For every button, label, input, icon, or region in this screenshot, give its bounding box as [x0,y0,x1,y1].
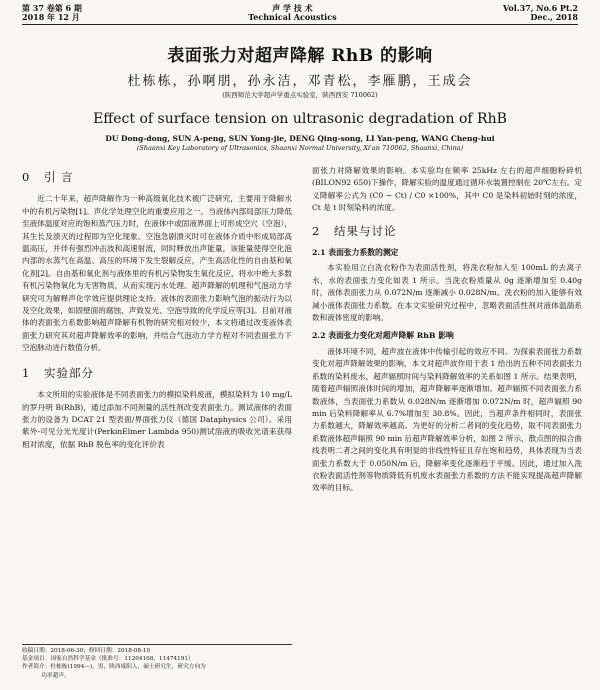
header-volume-en: Vol.37, No.6 Pt.2 [502,3,578,13]
experiment-paragraph: 本文所用的实验液体是不同表面张力的模拟染料废液，模拟染料为 10 mg/L 的罗丹明 B(RhB)，通过添加不同剂量的活性剂改变表面张力。测试液体的表面张力的设备为 DCAT 21 型表面/界面张力仪（德国 Dataphysics 公司）。采用紫外-可见分光光度计(PerkinElmer Lambda 950)测试溶液的吸收光谱来获得相对浓度，依据 RhB 脱色率的变化评价表 [22,390,292,449]
section-2-heading [312,225,582,237]
intro-paragraph: 近二十年来，超声降解作为一种高级氧化技术被广泛研究，主要用于降解水中的有机污染物[1]。声化学处理空化的重要应用之一。当液体内部局部压力降低至液体温度对应的饱和蒸汽压力时，在液体中或固液界面上可形成空穴（空泡），其生长及溃灭的过程即为空化现象。空泡急剧溃灭时可在液体介质中形成局部高温高压，并伴有强烈冲击波和高速射流，同时释放出声能量，该能量使得空化泡内部的水蒸气在高温、高压的环境下发生裂解反应，产生高活化性的自由基和氧化剂[2]。自由基和氧化剂与液体里的有机污染物发生氧化反应，将水中绝大多数有机污染物氧化为无害物质，从而实现污水处理。超声降解的机理和气泡动力学研究可为解释声化学效应提供理论支持。液体的表面张力影响气泡的振动行为以及空化效果，如固壁面的腐蚀、声致发光、空泡导致的化学反应等[3]。目前对液体的表面张力系数影响超声降解有机物的研究相对较少，本文将通过改变液体表面张力研究其对超声降解效率的影响，并结合气泡动力学方程对不同表面张力下空泡脉动进行数值分析。 [22,194,292,353]
subsection-2-2-heading: 2.2 表面张力变化对超声降解 RhB 影响 [312,331,454,341]
header-date-en: Dec., 2018 [530,12,578,22]
header-volume: 第 37 卷第 6 期 [22,3,82,13]
subsection-2-1-heading: 2.1 表面张力系数的测定 [312,248,399,258]
two-column-body [22,165,582,495]
authors-en: DU Dong-dong, SUN A-peng, SUN Yong-jie, DENG Qing-song, LI Yan-peng, WANG Cheng-hui [105,134,495,143]
affiliation-en: (Shaanxi Key Laboratory of Ultrasonics, Shaanxi Normal University, Xi'an 710062, Shaanxi, China) [136,144,464,152]
running-header [22,4,578,22]
section-number: 0 [22,170,31,184]
section-1-heading [22,367,292,379]
title-cn: 表面张力对超声降解 RhB 的影响 [167,46,433,66]
header-journal-en: Technical Acoustics [248,12,337,22]
section-number: 1 [22,365,31,380]
authors-cn: 杜栋栋，孙啊朋，孙永洁，邓青松，李雁鹏，王成会 [127,74,473,89]
footnote-received: 收稿日期：2018-06-30；修回日期：2018-08-10 [22,648,151,654]
footnote-author-cont: 功率超声。 [41,672,70,679]
section-title: 结果与讨论 [334,223,397,238]
method-continued-paragraph: 面张力对降解效果的影响。本实验均在频率 25kHz 左右的超声细胞粉碎机(BILON92 650)下操作，降解实验的温度通过循环水装置控制在 20℃左右。定义降解率公式为 (C0 − Ct) / C0 ×100%，其中 C0 是染料初始时刻的浓度，Ct 是 t 时刻染料的浓度。 [312,166,582,213]
header-journal-cn: 声 学 技 术 [272,3,313,13]
section-title: 引 言 [44,170,74,184]
header-date: 2018 年 12 月 [22,12,80,22]
footnote-author: 作者简介：杜栋栋(1994—)，男，陕西咸阳人，硕士研究生，研究方向为 [22,664,206,671]
title-en: Effect of surface tension on ultrasonic degradation of RhB [93,111,507,127]
section-title: 实验部分 [44,365,94,380]
section-number: 2 [312,223,321,238]
section-0-heading [22,171,292,183]
left-column [22,165,292,495]
right-column [312,165,582,495]
affiliation-cn: (陕西师范大学超声学重点实验室，陕西西安 710062) [222,91,378,99]
header-rule [22,24,578,25]
subsection-2-1-paragraph: 本实验用立白洗衣粉作为表面活性剂，将洗衣粉加入至 100mL 的去离子水，水的表面张力变化如表 1 所示。当洗衣粉质量从 0g 逐渐增加至 0.40g 时，液体表面张力从 0.072N/m 逐渐减小 0.028N/m。洗衣粉的加入能够有效减小液体表面张力系数。在本文实验研究过程中，忽略表面活性剂对液体温湍系数和液体密度的影响。 [312,263,582,323]
footnote-funding: 基金项目：国家自然科学基金（批准号：11204168、11474191） [22,656,194,663]
footnotes [22,644,292,680]
subsection-2-2-paragraph: 液体环境不同，超声波在液体中传输引起的效应不同。为探索表面张力系数变化对超声降解效果的影响，本文对超声波作用于表 1 给出的五种不同表面张力系数的染料废水，超声辐照时间与染料降解效率的关系如图 1 所示。结果表明，随着超声辐照液体时间的增加，超声降解率逐渐增加。超声辐照不同表面张力系数液体，当表面张力系数从 0.028N/m 逐渐增加 0.072N/m 时，超声辐照 90 min 后染料降解率从 6.7%增加至 30.8%。因此，当超声条件相同时，表面张力系数越大，降解效率越高。为更好的分析二者间的变化趋势，取不同表面张力系数液体超声辐照 90 min 后超声降解效率分析，如图 2 所示，散点图的拟合曲线表明二者之间的变化具有明显的非线性特征且存在饱和趋势，具体表现为当表面张力系数大于 0.050N/m 后，降解率变化逐渐趋于平缓。因此，通过加入洗衣粉表面活性剂等物质降低有机废水表面张力系数的方法不能实现提高超声降解效率的目标。 [312,346,582,493]
